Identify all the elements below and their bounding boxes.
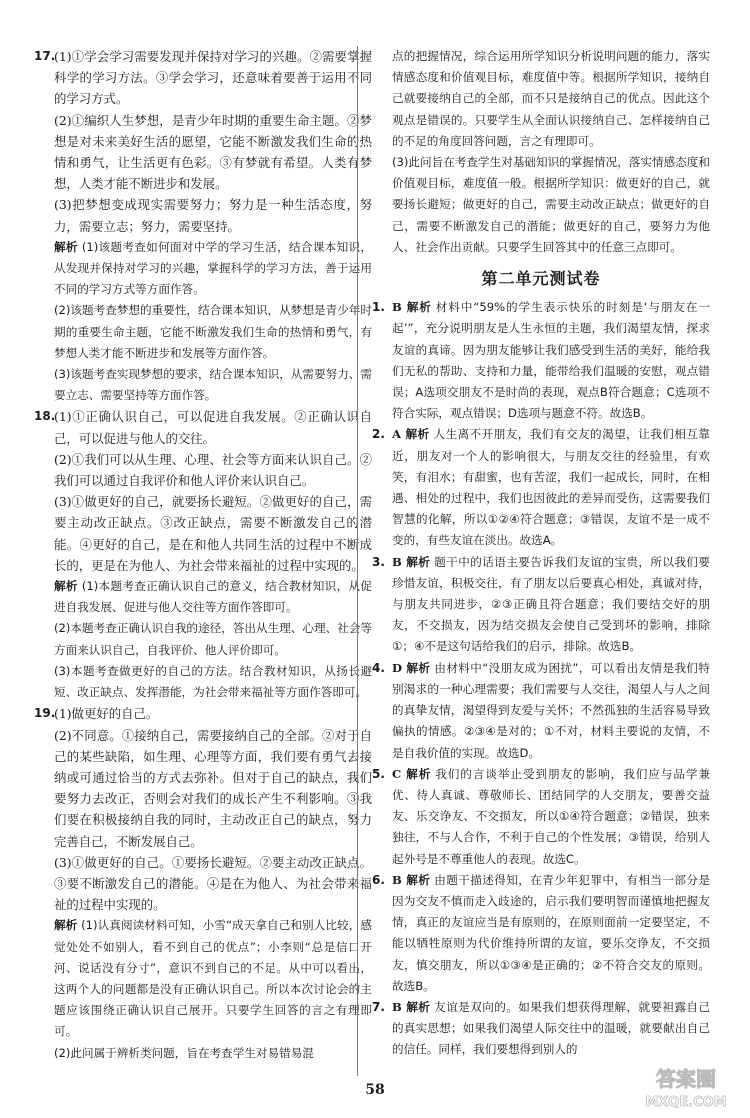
analysis-text: (1)认真阅读材料可知，小雪“成天拿自己和别人比较，感觉处处不如别人，看不到自己的优点”；小李则“总是信口开河、说话没有分寸”，意识不到自己的不足。从中可以看出，这两个人的问题都是没有正确认识自己。所以本次讨论会的主题应该围绕正确认识自己展开。只要学生回答的言之有理即可。 <box>54 918 372 1039</box>
page-number: 58 <box>365 1082 385 1098</box>
mc-item <box>372 997 710 1061</box>
question-17 <box>34 46 372 237</box>
item-answer: B <box>392 300 402 315</box>
analysis-continued-1: 点的把握情况，综合运用所学知识分析说明问题的能力，落实情感态度和价值观目标，难度值中等。根据所学知识，接纳自己就要接纳自己的全部，而不只是接纳自己的优点。因此这个观点是错误的。只要学生从全面认识接纳自己、怎样接纳自己的不足的角度回答问题，言之有理即可。 <box>392 49 710 148</box>
analysis-17-3: (3)该题考查实现梦想的要求，结合课本知识，从需要努力、需要立志、需要坚持等方面作答。 <box>54 367 372 403</box>
analysis-text: 材料中“59%的学生表示快乐的时刻是‘与朋友在一起’”，充分说明朋友是人生永恒的主题，我们渴望友情，探求友谊的真谛。因为朋友能够让我们感受到生活的美好，能给我们无私的帮助、支持和力量，能带给我们温暖的安慰，观点错误；A选项交朋友不是时尚的表现，观点B符合题意；C选项不符合实际，观点错误；D选项与题意不符。故选B。 <box>392 300 710 421</box>
item-answer: B <box>392 999 402 1014</box>
item-number: 4. <box>372 660 385 675</box>
svg-text:MXQE.COM: MXQE.COM <box>645 1095 727 1110</box>
analysis-text: 我们的言谈举止受到朋友的影响，我们应与品学兼优、待人真诚、尊敬师长、团结同学的人交朋友，要善交益友、乐交诤友、不交损友，所以①④符合题意；②错误，独来独往，不与人合作，不利于自己的个性发展；③错误，给别人起外号是不尊重他人的表现。故选C。 <box>392 766 710 866</box>
answer-part-2: (2)不同意。①接纳自己，需要接纳自己的全部。②对于自己的某些缺陷，如生理、心理等方面，我们要有勇气去接纳或可通过恰当的方式去弥补。但对于自己的缺点，我们要努力去改正，否则会对我们的成长产生不利影响。③我们要在积极接纳自我的同时，主动改正自己的缺点，努力完善自己，不断发展自己。 <box>54 727 372 849</box>
watermark-logo <box>636 1062 736 1112</box>
item-answer: A <box>392 427 401 442</box>
section-heading: 第二单元测试卷 <box>481 269 601 289</box>
item-number: 5. <box>372 766 385 781</box>
column-divider <box>357 46 358 1076</box>
analysis-text: 人生离不开朋友，我们有交友的渴望，让我们相互靠近，朋友对一个人的影响很大，与朋友交往的经验里，有欢笑，有泪水；有甜蜜，也有苦涩，我们一起成长，同时，在相遇、相处的过程中，我们也因彼此的差异而受伤，这需要我们智慧的化解，所以①②④符合题意；③错误，友谊不是一成不变的，有些友谊在淡出。故选A。 <box>392 427 710 548</box>
mc-item <box>372 424 710 551</box>
mc-item <box>372 552 710 658</box>
question-number: 19. <box>34 706 56 721</box>
item-number: 3. <box>372 554 385 569</box>
analysis-label: 解析 <box>54 918 78 933</box>
multiple-choice-list <box>372 297 710 1060</box>
answer-part-2: (2)①我们可以从生理、心理、社会等方面来认识自己。②我们可以通过自我评价和他人评价来认识自己。 <box>54 451 372 489</box>
svg-text:答案圈: 答案圈 <box>656 1067 716 1091</box>
analysis-text: 友谊是双向的。如果我们想获得理解，就要袒露自己的真实思想；如果我们渴望人际交往中的温暖，就要献出自己的信任。同样，我们要想得到别人的 <box>392 999 710 1057</box>
item-number: 6. <box>372 872 385 887</box>
item-answer: B <box>392 554 402 569</box>
analysis-18-3: (3)本题考查做更好的自己的方法。结合教材知识，从扬长避短、改正缺点、发挥潜能，为社会带来福祉等方面作答即可。 <box>54 663 372 700</box>
analysis-label: 解析 <box>405 872 431 887</box>
analysis-17-2: (2)该题考查梦想的重要性，结合课本知识，从梦想是青少年时期的重要生命主题，它能不断激发我们生命的热情和勇气，有梦想人类才能不断进步和发展等方面作答。 <box>54 303 372 360</box>
analysis-label: 解析 <box>405 427 430 442</box>
answer-part-1: (1)做更好的自己。 <box>54 706 159 722</box>
analysis-continued-2: (3)此问旨在考查学生对基础知识的掌握情况，落实情感态度和价值观目标，难度值一般。根据所学知识：做更好的自己，就要扬长避短；做更好的自己，需要主动改正缺点；做更好的自己，需要不断激发自己的潜能；做更好的自己，要努力为他人、社会作出贡献。只要学生回答其中的任意三点即可。 <box>392 155 710 254</box>
analysis-label: 解析 <box>406 660 431 675</box>
analysis-text: 题干中的话语主要告诉我们友谊的宝贵，所以我们要珍惜友谊，积极交往，有了朋友以后要真心相处，真诚对待，与朋友共同进步，②③正确且符合题意；我们要结交好的朋友，不交损友，因为结交损友会使自己受到坏的影响，排除①；④不是这句话给我们的启示，排除。故选B。 <box>392 554 710 654</box>
left-column <box>34 46 372 1064</box>
answer-part-1: (1)①学会学习需要发现并保持对学习的兴趣。②需要掌握科学的学习方法。③学会学习，还意味着要善于运用不同的学习方式。 <box>54 49 372 107</box>
analysis-18-2: (2)本题考查正确认识自我的途径，答出从生理、心理、社会等方面来认识自己，自我评价、他人评价即可。 <box>54 621 372 657</box>
answer-part-2: (2)①编织人生梦想，是青少年时期的重要生命主题。②梦想是对未来美好生活的愿望，它能不断激发我们生命的热情和勇气，让生活更有色彩。③有梦就有希望。人类有梦想，人类才能不断进步和发展。 <box>54 112 372 192</box>
question-number: 18. <box>34 409 56 424</box>
analysis-19-1 <box>34 915 372 1042</box>
analysis-19-2: (2)此问属于辨析类问题，旨在考查学生对易错易混 <box>54 1045 314 1060</box>
analysis-17-1 <box>34 237 372 301</box>
answer-part-3: (3)①做更好的自己。①要扬长避短。②要主动改正缺点。③要不断激发自己的潜能。④是在为他人、为社会带来福祉的过程中实现的。 <box>54 854 372 913</box>
answer-part-3: (3)把梦想变成现实需要努力；努力是一种生活态度，努力，需要立志；努力，需要坚持。 <box>54 197 372 234</box>
item-answer: D <box>392 660 403 675</box>
item-answer: B <box>392 872 402 887</box>
question-number: 17. <box>34 49 56 63</box>
item-number: 2. <box>372 427 385 442</box>
item-number: 7. <box>372 999 385 1014</box>
analysis-label: 解析 <box>405 554 431 569</box>
analysis-18-1 <box>34 576 372 618</box>
analysis-label: 解析 <box>54 239 78 254</box>
analysis-label: 解析 <box>405 766 432 781</box>
question-18 <box>34 406 372 576</box>
right-column <box>372 46 710 1061</box>
mc-item <box>372 870 710 997</box>
analysis-label: 解析 <box>54 579 78 594</box>
analysis-text: (1)该题考查如何面对中学的学习生活，结合课本知识，从发现并保持对学习的兴趣，掌握科学的学习方法，善于运用不同的学习方式等方面作答。 <box>54 239 372 297</box>
mc-item <box>372 297 710 424</box>
question-19 <box>34 703 372 915</box>
analysis-text: 由材料中“没朋友成为困扰”，可以看出友情是我们特别渴求的一种心理需要；我们需要与人交往，渴望人与人之间的真挚友情，渴望得到友爱与关怀；不然孤独的生活容易导致偏执的情感。②③④是对的；①不对，材料主要说的友情，不是自我价值的实现。故选D。 <box>392 660 710 760</box>
item-answer: C <box>392 766 402 781</box>
analysis-label: 解析 <box>405 999 431 1014</box>
analysis-label: 解析 <box>405 300 432 315</box>
mc-item <box>372 658 710 764</box>
mc-item <box>372 764 710 870</box>
analysis-text: (1)本题考查正确认识自己的意义，结合教材知识，从促进自我发展、促进与他人交往等方面作答即可。 <box>54 579 372 615</box>
answer-part-1: (1)①正确认识自己，可以促进自我发展。②正确认识自己，可以促进与他人的交往。 <box>54 409 372 446</box>
item-number: 1. <box>372 300 385 315</box>
answer-part-3: (3)①做更好的自己，就要扬长避短。②做更好的自己，需要主动改正缺点。③改正缺点，需要不断激发自己的潜能。④更好的自己，是在和他人共同生活的过程中不断成长的，更是在为他人、为社会带来福祉的过程中实现的。 <box>54 494 372 573</box>
analysis-text: 由题干描述得知，在青少年犯罪中，有相当一部分是因为交友不慎而走入歧途的，启示我们要明智而谨慎地把握友情，真正的友谊应当是有原则的，在原则面前一定要坚定，不能以牺牲原则为代价维持所谓的友谊，要乐交诤友，不交损友，慎交朋友，所以①③④是正确的；②不符合交友的原则。故选B。 <box>392 872 710 993</box>
